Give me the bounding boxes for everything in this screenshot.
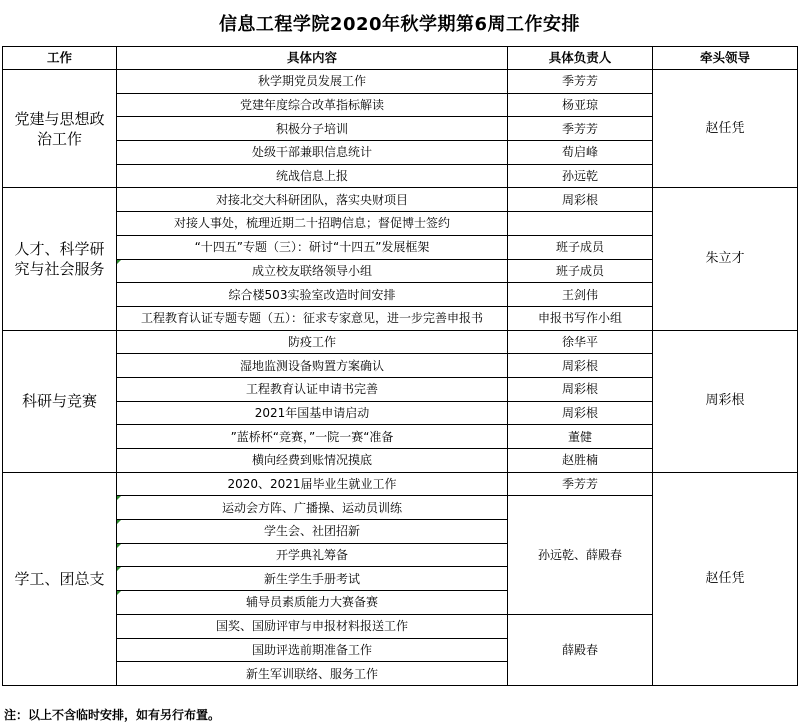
content-cell: 学生会、社团招新 — [117, 520, 508, 544]
person-cell: 周彩根 — [508, 401, 653, 425]
page-title: 信息工程学院2020年秋学期第6周工作安排 — [218, 14, 581, 35]
content-cell: 统战信息上报 — [117, 164, 508, 188]
content-cell: 新生学生手册考试 — [117, 567, 508, 591]
table-row — [3, 70, 798, 94]
content-cell: 对接北交大科研团队，落实央财项目 — [117, 188, 508, 212]
person-cell: 申报书写作小组 — [508, 306, 653, 330]
content-cell: 国奖、国励评审与申报材料报送工作 — [117, 614, 508, 638]
header-leader: 牵头领导 — [653, 47, 798, 70]
person-cell: 赵胜楠 — [508, 449, 653, 473]
schedule-table — [2, 46, 798, 686]
content-cell: 对接人事处，梳理近期二十招聘信息；督促博士签约 — [117, 212, 508, 236]
content-cell: 2021年国基申请启动 — [117, 401, 508, 425]
person-cell: 周彩根 — [508, 354, 653, 378]
person-cell: 徐华平 — [508, 330, 653, 354]
person-cell: 周彩根 — [508, 188, 653, 212]
person-cell — [508, 212, 653, 236]
content-cell: “十四五”专题（三）：研讨“十四五”发展框架 — [117, 235, 508, 259]
person-cell: 周彩根 — [508, 377, 653, 401]
leader-cell: 朱立才 — [653, 188, 798, 330]
category-cell: 党建与思想政治工作 — [3, 70, 117, 188]
person-cell: 杨亚琼 — [508, 93, 653, 117]
table-row — [3, 188, 798, 212]
content-cell: 成立校友联络领导小组 — [117, 259, 508, 283]
person-cell: 孙远乾 — [508, 164, 653, 188]
content-cell: 2020、2021届毕业生就业工作 — [117, 472, 508, 496]
person-cell: 荀启峰 — [508, 141, 653, 165]
content-cell: 国助评选前期准备工作 — [117, 638, 508, 662]
header-row — [3, 47, 798, 70]
content-cell: 工程教育认证申请书完善 — [117, 377, 508, 401]
category-cell: 学工、团总支 — [3, 472, 117, 685]
leader-cell: 赵任凭 — [653, 70, 798, 188]
person-cell: 王剑伟 — [508, 283, 653, 307]
content-cell: 工程教育认证专题专题（五）：征求专家意见，进一步完善申报书 — [117, 306, 508, 330]
category-cell: 人才、科学研究与社会服务 — [3, 188, 117, 330]
content-cell: 秋学期党员发展工作 — [117, 70, 508, 94]
content-cell: 党建年度综合改革指标解读 — [117, 93, 508, 117]
content-cell: 防疫工作 — [117, 330, 508, 354]
content-cell: 辅导员素质能力大赛备赛 — [117, 591, 508, 615]
leader-cell: 周彩根 — [653, 330, 798, 472]
table-row — [3, 330, 798, 354]
content-cell: ”蓝桥杯“竞赛，”一院一赛“准备 — [117, 425, 508, 449]
person-cell: 班子成员 — [508, 235, 653, 259]
person-cell: 季芳芳 — [508, 472, 653, 496]
content-cell: 横向经费到账情况摸底 — [117, 449, 508, 473]
category-cell: 科研与竞赛 — [3, 330, 117, 472]
content-cell: 新生军训联络、服务工作 — [117, 662, 508, 686]
leader-cell: 赵任凭 — [653, 472, 798, 685]
content-cell: 处级干部兼职信息统计 — [117, 141, 508, 165]
header-person: 具体负责人 — [508, 47, 653, 70]
person-cell: 季芳芳 — [508, 70, 653, 94]
table-row — [3, 472, 798, 496]
content-cell: 运动会方阵、广播操、运动员训练 — [117, 496, 508, 520]
person-cell: 董健 — [508, 425, 653, 449]
footnote: 注：以上不含临时安排，如有另行布置。 — [4, 708, 221, 722]
person-cell: 班子成员 — [508, 259, 653, 283]
content-cell: 综合楼503实验室改造时间安排 — [117, 283, 508, 307]
content-cell: 湿地监测设备购置方案确认 — [117, 354, 508, 378]
person-cell: 季芳芳 — [508, 117, 653, 141]
person-cell: 孙远乾、薛殿春 — [508, 496, 653, 614]
header-work: 工作 — [3, 47, 117, 70]
content-cell: 积极分子培训 — [117, 117, 508, 141]
content-cell: 开学典礼筹备 — [117, 543, 508, 567]
header-content: 具体内容 — [117, 47, 508, 70]
person-cell: 薛殿春 — [508, 614, 653, 685]
